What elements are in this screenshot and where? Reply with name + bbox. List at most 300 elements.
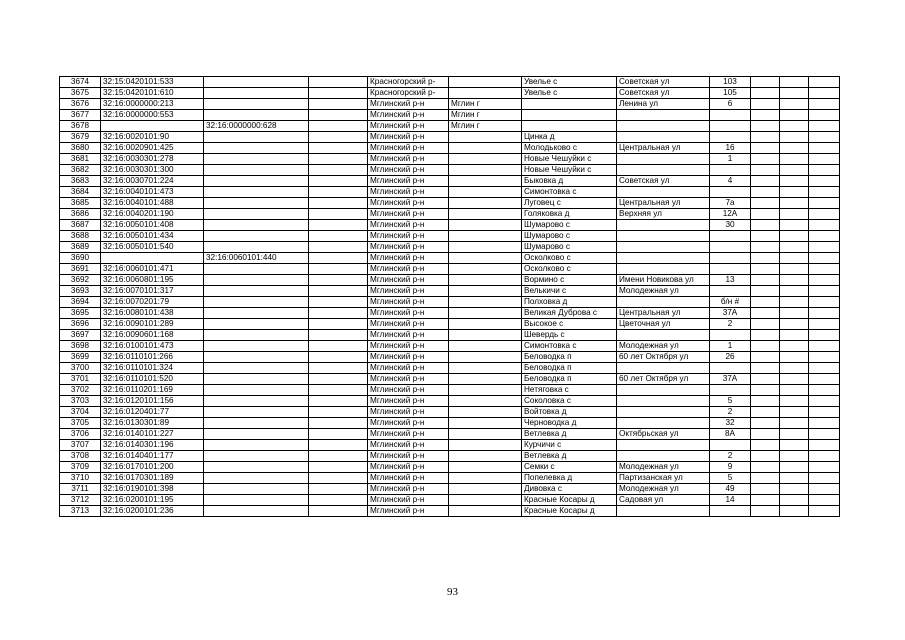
cell-locality: Красные Косары д [522,506,617,517]
cell-locality: Быковка д [522,176,617,187]
cell-cadastral-number-alt [204,154,309,165]
cell-house-number: 105 [710,88,751,99]
cell-district: Мглинский р-н [368,220,449,231]
cell-district: Мглинский р-н [368,209,449,220]
cell-house-number: 4 [710,176,751,187]
cell-empty [780,484,809,495]
cell-settlement: Мглин г [449,110,522,121]
cell-street [617,396,710,407]
cell-record-number: 3712 [60,495,101,506]
cell-empty [780,297,809,308]
cell-house-number: 1 [710,341,751,352]
cell-district: Мглинский р-н [368,231,449,242]
cell-empty [309,165,368,176]
cell-record-number: 3695 [60,308,101,319]
cell-empty [309,132,368,143]
cell-record-number: 3706 [60,429,101,440]
cell-empty [780,99,809,110]
cell-locality: Высокое с [522,319,617,330]
table-row [60,220,840,231]
cell-empty [751,319,780,330]
cell-empty [751,242,780,253]
cell-cadastral-number: 32:16:0030301:278 [101,154,204,165]
cell-street [617,330,710,341]
cell-district: Мглинский р-н [368,253,449,264]
cell-empty [780,385,809,396]
cell-empty [809,319,840,330]
cell-empty [751,187,780,198]
cell-cadastral-number: 32:16:0050101:408 [101,220,204,231]
cell-settlement: Мглин г [449,99,522,110]
cell-locality: Красные Косары д [522,495,617,506]
registry-table-body [60,77,840,517]
cell-settlement [449,396,522,407]
cell-street: Советская ул [617,176,710,187]
cell-district: Мглинский р-н [368,308,449,319]
cell-cadastral-number-alt [204,462,309,473]
cell-empty [751,110,780,121]
cell-empty [780,110,809,121]
cell-district: Мглинский р-н [368,154,449,165]
cell-settlement [449,253,522,264]
cell-settlement [449,352,522,363]
cell-empty [309,396,368,407]
cell-locality: Ветлевка д [522,429,617,440]
cell-empty [751,308,780,319]
cell-settlement [449,484,522,495]
cell-empty [809,407,840,418]
cell-street [617,121,710,132]
cell-empty [809,275,840,286]
cell-cadastral-number-alt [204,88,309,99]
cell-locality: Беловодка п [522,352,617,363]
cell-locality: Нетяговка с [522,385,617,396]
cell-cadastral-number-alt [204,495,309,506]
cell-street: Молодежная ул [617,286,710,297]
cell-district: Мглинский р-н [368,363,449,374]
table-row [60,264,840,275]
cell-cadastral-number-alt [204,220,309,231]
cell-street: Советская ул [617,77,710,88]
cell-empty [809,121,840,132]
cell-empty [751,253,780,264]
cell-cadastral-number-alt [204,77,309,88]
cell-empty [780,308,809,319]
cell-empty [309,341,368,352]
cell-empty [809,220,840,231]
cell-cadastral-number [101,121,204,132]
cell-house-number [710,264,751,275]
cell-empty [809,110,840,121]
cell-empty [809,374,840,385]
cell-house-number [710,363,751,374]
cell-record-number: 3691 [60,264,101,275]
cell-house-number [710,253,751,264]
cell-cadastral-number: 32:16:0120401:77 [101,407,204,418]
cell-district: Мглинский р-н [368,440,449,451]
cell-street [617,165,710,176]
cell-empty [751,451,780,462]
cell-record-number: 3687 [60,220,101,231]
cell-empty [809,506,840,517]
cell-empty [309,418,368,429]
cell-record-number: 3680 [60,143,101,154]
cell-empty [309,154,368,165]
cell-street: Садовая ул [617,495,710,506]
cell-empty [751,264,780,275]
cell-empty [780,198,809,209]
cell-locality: Ветлевка д [522,451,617,462]
cell-settlement [449,220,522,231]
cell-empty [780,374,809,385]
cell-street: Центральная ул [617,143,710,154]
cell-empty [309,363,368,374]
cell-cadastral-number: 32:16:0040101:473 [101,187,204,198]
table-row [60,352,840,363]
cell-record-number: 3683 [60,176,101,187]
cell-empty [751,385,780,396]
cell-record-number: 3681 [60,154,101,165]
cell-empty [780,407,809,418]
cell-cadastral-number: 32:16:0200101:236 [101,506,204,517]
cell-empty [780,253,809,264]
cell-record-number: 3688 [60,231,101,242]
page-number: 93 [447,586,458,598]
cell-house-number: 26 [710,352,751,363]
table-row [60,176,840,187]
cell-empty [309,242,368,253]
table-row [60,473,840,484]
cell-street: Молодежная ул [617,484,710,495]
cell-record-number: 3704 [60,407,101,418]
table-row [60,121,840,132]
cell-street: Молодежная ул [617,462,710,473]
cell-street: Имени Новикова ул [617,275,710,286]
cell-cadastral-number-alt [204,286,309,297]
cell-empty [751,209,780,220]
cell-locality: Симонтовка с [522,187,617,198]
cell-empty [809,341,840,352]
cell-locality: Шумарово с [522,231,617,242]
cell-empty [309,484,368,495]
cell-locality: Велькичи с [522,286,617,297]
cell-settlement [449,154,522,165]
cell-settlement [449,165,522,176]
table-row [60,231,840,242]
cell-street [617,132,710,143]
cell-cadastral-number-alt [204,418,309,429]
cell-record-number: 3682 [60,165,101,176]
cell-house-number: 13 [710,275,751,286]
cell-locality: Молодьково с [522,143,617,154]
cell-locality: Курчичи с [522,440,617,451]
cell-settlement: Мглин г [449,121,522,132]
cell-street: Партизанская ул [617,473,710,484]
cell-record-number: 3713 [60,506,101,517]
cell-cadastral-number: 32:15:0420101:610 [101,88,204,99]
cell-empty [780,176,809,187]
cell-street: Октябрьская ул [617,429,710,440]
cell-settlement [449,242,522,253]
cell-empty [809,264,840,275]
cell-empty [780,451,809,462]
table-row [60,319,840,330]
cell-empty [309,77,368,88]
cell-empty [780,264,809,275]
cell-cadastral-number-alt [204,187,309,198]
cell-empty [751,286,780,297]
cell-empty [309,220,368,231]
cell-record-number: 3711 [60,484,101,495]
cell-house-number: 49 [710,484,751,495]
table-row [60,363,840,374]
cell-district: Мглинский р-н [368,264,449,275]
cell-empty [780,429,809,440]
cell-record-number: 3677 [60,110,101,121]
cell-empty [751,363,780,374]
cell-locality [522,99,617,110]
cell-locality: Увелье с [522,77,617,88]
cell-empty [751,297,780,308]
cell-empty [809,297,840,308]
cell-district: Мглинский р-н [368,286,449,297]
cell-record-number: 3686 [60,209,101,220]
cell-locality: Полховка д [522,297,617,308]
cell-district: Мглинский р-н [368,429,449,440]
cell-street [617,297,710,308]
cell-cadastral-number: 32:16:0110101:520 [101,374,204,385]
cell-house-number: 2 [710,451,751,462]
cell-locality [522,110,617,121]
cell-cadastral-number-alt [204,407,309,418]
table-row [60,462,840,473]
cell-record-number: 3685 [60,198,101,209]
cell-record-number: 3697 [60,330,101,341]
cell-empty [809,462,840,473]
cell-empty [309,264,368,275]
cell-district: Мглинский р-н [368,418,449,429]
cell-empty [751,154,780,165]
cell-locality: Луговец с [522,198,617,209]
cell-empty [780,319,809,330]
cell-empty [751,473,780,484]
cell-record-number: 3684 [60,187,101,198]
cell-empty [780,418,809,429]
cell-empty [309,143,368,154]
cell-empty [751,121,780,132]
cell-empty [751,374,780,385]
cell-locality: Шевердь с [522,330,617,341]
cell-cadastral-number-alt [204,110,309,121]
cell-cadastral-number: 32:16:0090601:168 [101,330,204,341]
table-row [60,77,840,88]
cell-cadastral-number: 32:16:0110101:266 [101,352,204,363]
cell-settlement [449,176,522,187]
table-row [60,99,840,110]
cell-settlement [449,462,522,473]
cell-settlement [449,363,522,374]
cell-empty [809,385,840,396]
cell-district: Мглинский р-н [368,352,449,363]
cell-cadastral-number: 32:16:0020101:90 [101,132,204,143]
cell-street [617,440,710,451]
cell-cadastral-number: 32:16:0040101:488 [101,198,204,209]
cell-cadastral-number-alt [204,396,309,407]
cell-empty [309,209,368,220]
cell-empty [751,396,780,407]
cell-record-number: 3690 [60,253,101,264]
cell-empty [309,187,368,198]
cell-empty [309,330,368,341]
cell-house-number [710,165,751,176]
cell-empty [809,154,840,165]
cell-locality: Новые Чешуйки с [522,154,617,165]
cell-empty [809,132,840,143]
cell-street [617,506,710,517]
cell-cadastral-number-alt [204,506,309,517]
cell-house-number: 12А [710,209,751,220]
cell-locality: Попелевка д [522,473,617,484]
cell-locality: Увелье с [522,88,617,99]
cell-cadastral-number: 32:16:0170101:200 [101,462,204,473]
cell-district: Мглинский р-н [368,330,449,341]
cell-cadastral-number-alt [204,132,309,143]
cell-street [617,231,710,242]
cell-empty [809,352,840,363]
cell-empty [780,121,809,132]
cell-district: Мглинский р-н [368,297,449,308]
cell-house-number: 6 [710,99,751,110]
cell-district: Мглинский р-н [368,187,449,198]
cell-cadastral-number-alt [204,451,309,462]
cell-settlement [449,187,522,198]
cell-empty [780,220,809,231]
cell-record-number: 3678 [60,121,101,132]
cell-district: Мглинский р-н [368,407,449,418]
cell-district: Мглинский р-н [368,165,449,176]
cell-house-number: 2 [710,319,751,330]
cell-settlement [449,297,522,308]
cell-empty [309,308,368,319]
table-row [60,308,840,319]
cadastral-registry-table [59,76,840,517]
cell-empty [309,374,368,385]
cell-locality: Голяковка д [522,209,617,220]
table-row [60,418,840,429]
cell-empty [780,187,809,198]
cell-settlement [449,319,522,330]
cell-record-number: 3693 [60,286,101,297]
cell-settlement [449,429,522,440]
cell-settlement [449,473,522,484]
cell-empty [309,253,368,264]
cell-cadastral-number-alt [204,308,309,319]
cell-cadastral-number: 32:16:0200101:195 [101,495,204,506]
cell-house-number: 9 [710,462,751,473]
cell-cadastral-number: 32:16:0110201:169 [101,385,204,396]
cell-empty [309,440,368,451]
cell-house-number [710,506,751,517]
cell-district: Мглинский р-н [368,110,449,121]
cell-cadastral-number: 32:16:0100101:473 [101,341,204,352]
cell-empty [809,209,840,220]
cell-district: Мглинский р-н [368,385,449,396]
cell-settlement [449,231,522,242]
cell-empty [309,286,368,297]
cell-house-number [710,385,751,396]
cell-record-number: 3710 [60,473,101,484]
cell-street: Ленина ул [617,99,710,110]
cell-empty [809,165,840,176]
cell-settlement [449,330,522,341]
cell-empty [809,495,840,506]
cell-record-number: 3708 [60,451,101,462]
table-row [60,253,840,264]
cell-cadastral-number-alt [204,363,309,374]
cell-street [617,451,710,462]
cell-cadastral-number: 32:16:0130301:89 [101,418,204,429]
cell-empty [751,330,780,341]
cell-empty [751,484,780,495]
cell-settlement [449,198,522,209]
cell-record-number: 3679 [60,132,101,143]
cell-cadastral-number: 32:16:0050101:434 [101,231,204,242]
cell-cadastral-number-alt [204,429,309,440]
cell-settlement [449,275,522,286]
table-row [60,341,840,352]
cell-record-number: 3707 [60,440,101,451]
cell-record-number: 3675 [60,88,101,99]
cell-empty [780,330,809,341]
cell-cadastral-number-alt [204,275,309,286]
cell-empty [809,286,840,297]
cell-empty [809,88,840,99]
cell-settlement [449,143,522,154]
cell-street: Центральная ул [617,198,710,209]
cell-record-number: 3709 [60,462,101,473]
table-row [60,165,840,176]
cell-locality: Шумарово с [522,242,617,253]
cell-district: Мглинский р-н [368,99,449,110]
cell-locality: Великая Дуброва с [522,308,617,319]
cell-house-number: 103 [710,77,751,88]
table-row [60,385,840,396]
cell-street [617,407,710,418]
cell-district: Мглинский р-н [368,451,449,462]
cell-empty [309,275,368,286]
cell-cadastral-number-alt [204,264,309,275]
cell-empty [809,451,840,462]
cell-empty [780,462,809,473]
cell-empty [309,352,368,363]
table-row [60,495,840,506]
cell-house-number [710,187,751,198]
cell-settlement [449,286,522,297]
cell-empty [751,429,780,440]
cell-locality: Войтовка д [522,407,617,418]
cell-house-number: 1 [710,154,751,165]
cell-cadastral-number: 32:16:0110101:324 [101,363,204,374]
cell-settlement [449,440,522,451]
cell-cadastral-number: 32:16:0030301:300 [101,165,204,176]
cell-street: Верхняя ул [617,209,710,220]
cell-cadastral-number: 32:16:0190101:398 [101,484,204,495]
cell-empty [780,473,809,484]
cell-locality: Соколовка с [522,396,617,407]
cell-house-number: 5 [710,473,751,484]
cell-empty [809,363,840,374]
cell-locality: Новые Чешуйки с [522,165,617,176]
